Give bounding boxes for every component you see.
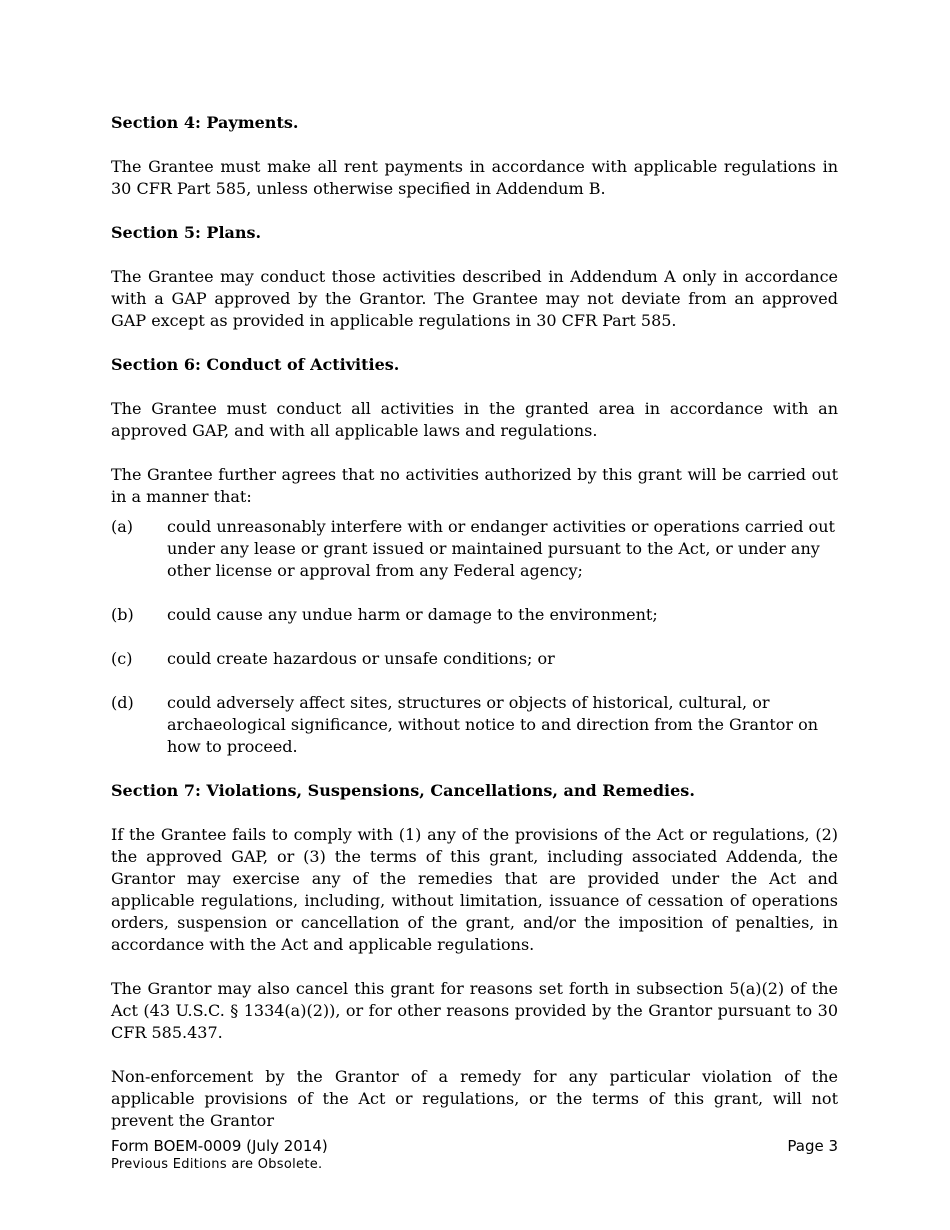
list-label: (c) [111,649,133,668]
document-body [111,112,838,1154]
list-text: could cause any undue harm or damage to the environment; [167,605,658,624]
section-5-heading: Section 5: Plans. [111,223,262,242]
section-7-paragraph-1: If the Grantee fails to comply with (1) any of the provisions of the Act or regulations, (2) the approved GAP, or (3) the terms of this grant, including associated Addenda, the Grantor may exercise any of the remedies that are provided under the Act and applicable regulations, including, without limitation, issuance of cessation of operations orders, suspension or cancellation of the grant, and/or the imposition of penalties, in accordance with the Act and applicable regulations. [111,825,838,954]
section-4-paragraph: The Grantee must make all rent payments in accordance with applicable regulations in 30 CFR Part 585, unless otherwise specified in Addendum B. [111,157,838,198]
section-6-paragraph-1: The Grantee must conduct all activities in the granted area in accordance with an approved GAP, and with all applicable laws and regulations. [111,399,838,440]
section-6-paragraph-2: The Grantee further agrees that no activities authorized by this grant will be carried out in a manner that: [111,465,838,506]
section-7-paragraph-2: The Grantor may also cancel this grant for reasons set forth in subsection 5(a)(2) of the Act (43 U.S.C. § 1334(a)(2)), or for other reasons provided by the Grantor pursuant to 30 CFR 585.437. [111,979,838,1042]
section-7-heading: Section 7: Violations, Suspensions, Cancellations, and Remedies. [111,781,695,800]
list-text: could create hazardous or unsafe conditions; or [167,649,555,668]
list-label: (b) [111,605,134,624]
section-6-heading: Section 6: Conduct of Activities. [111,355,400,374]
footer-row [111,1136,838,1156]
section-5-paragraph: The Grantee may conduct those activities described in Addendum A only in accordance with a GAP approved by the Grantor. The Grantee may not deviate from an approved GAP except as provided in applicable regulations in 30 CFR Part 585. [111,267,838,330]
list-text: could adversely affect sites, structures or objects of historical, cultural, or archaeological significance, without notice to and direction from the Grantor on how to proceed. [167,693,819,756]
list-text: could unreasonably interfere with or endanger activities or operations carried out under any lease or grant issued or maintained pursuant to the Act, or under any other license or approval from any Federal agency; [167,517,835,580]
section-4-heading: Section 4: Payments. [111,113,299,132]
form-id: Form BOEM-0009 (July 2014) [111,1137,328,1155]
section-7-paragraph-3: Non-enforcement by the Grantor of a remedy for any particular violation of the applicable provisions of the Act or regulations, or the terms of this grant, will not prevent the Grantor [111,1067,838,1130]
footer-note: Previous Editions are Obsolete. [111,1157,323,1172]
list-label: (d) [111,693,134,712]
list-item-c [111,648,838,670]
list-item-a [111,516,838,582]
list-label: (a) [111,517,134,536]
list-item-d [111,692,838,758]
page-footer [111,1136,838,1174]
page-number: Page 3 [787,1137,838,1155]
list-item-b [111,604,838,626]
